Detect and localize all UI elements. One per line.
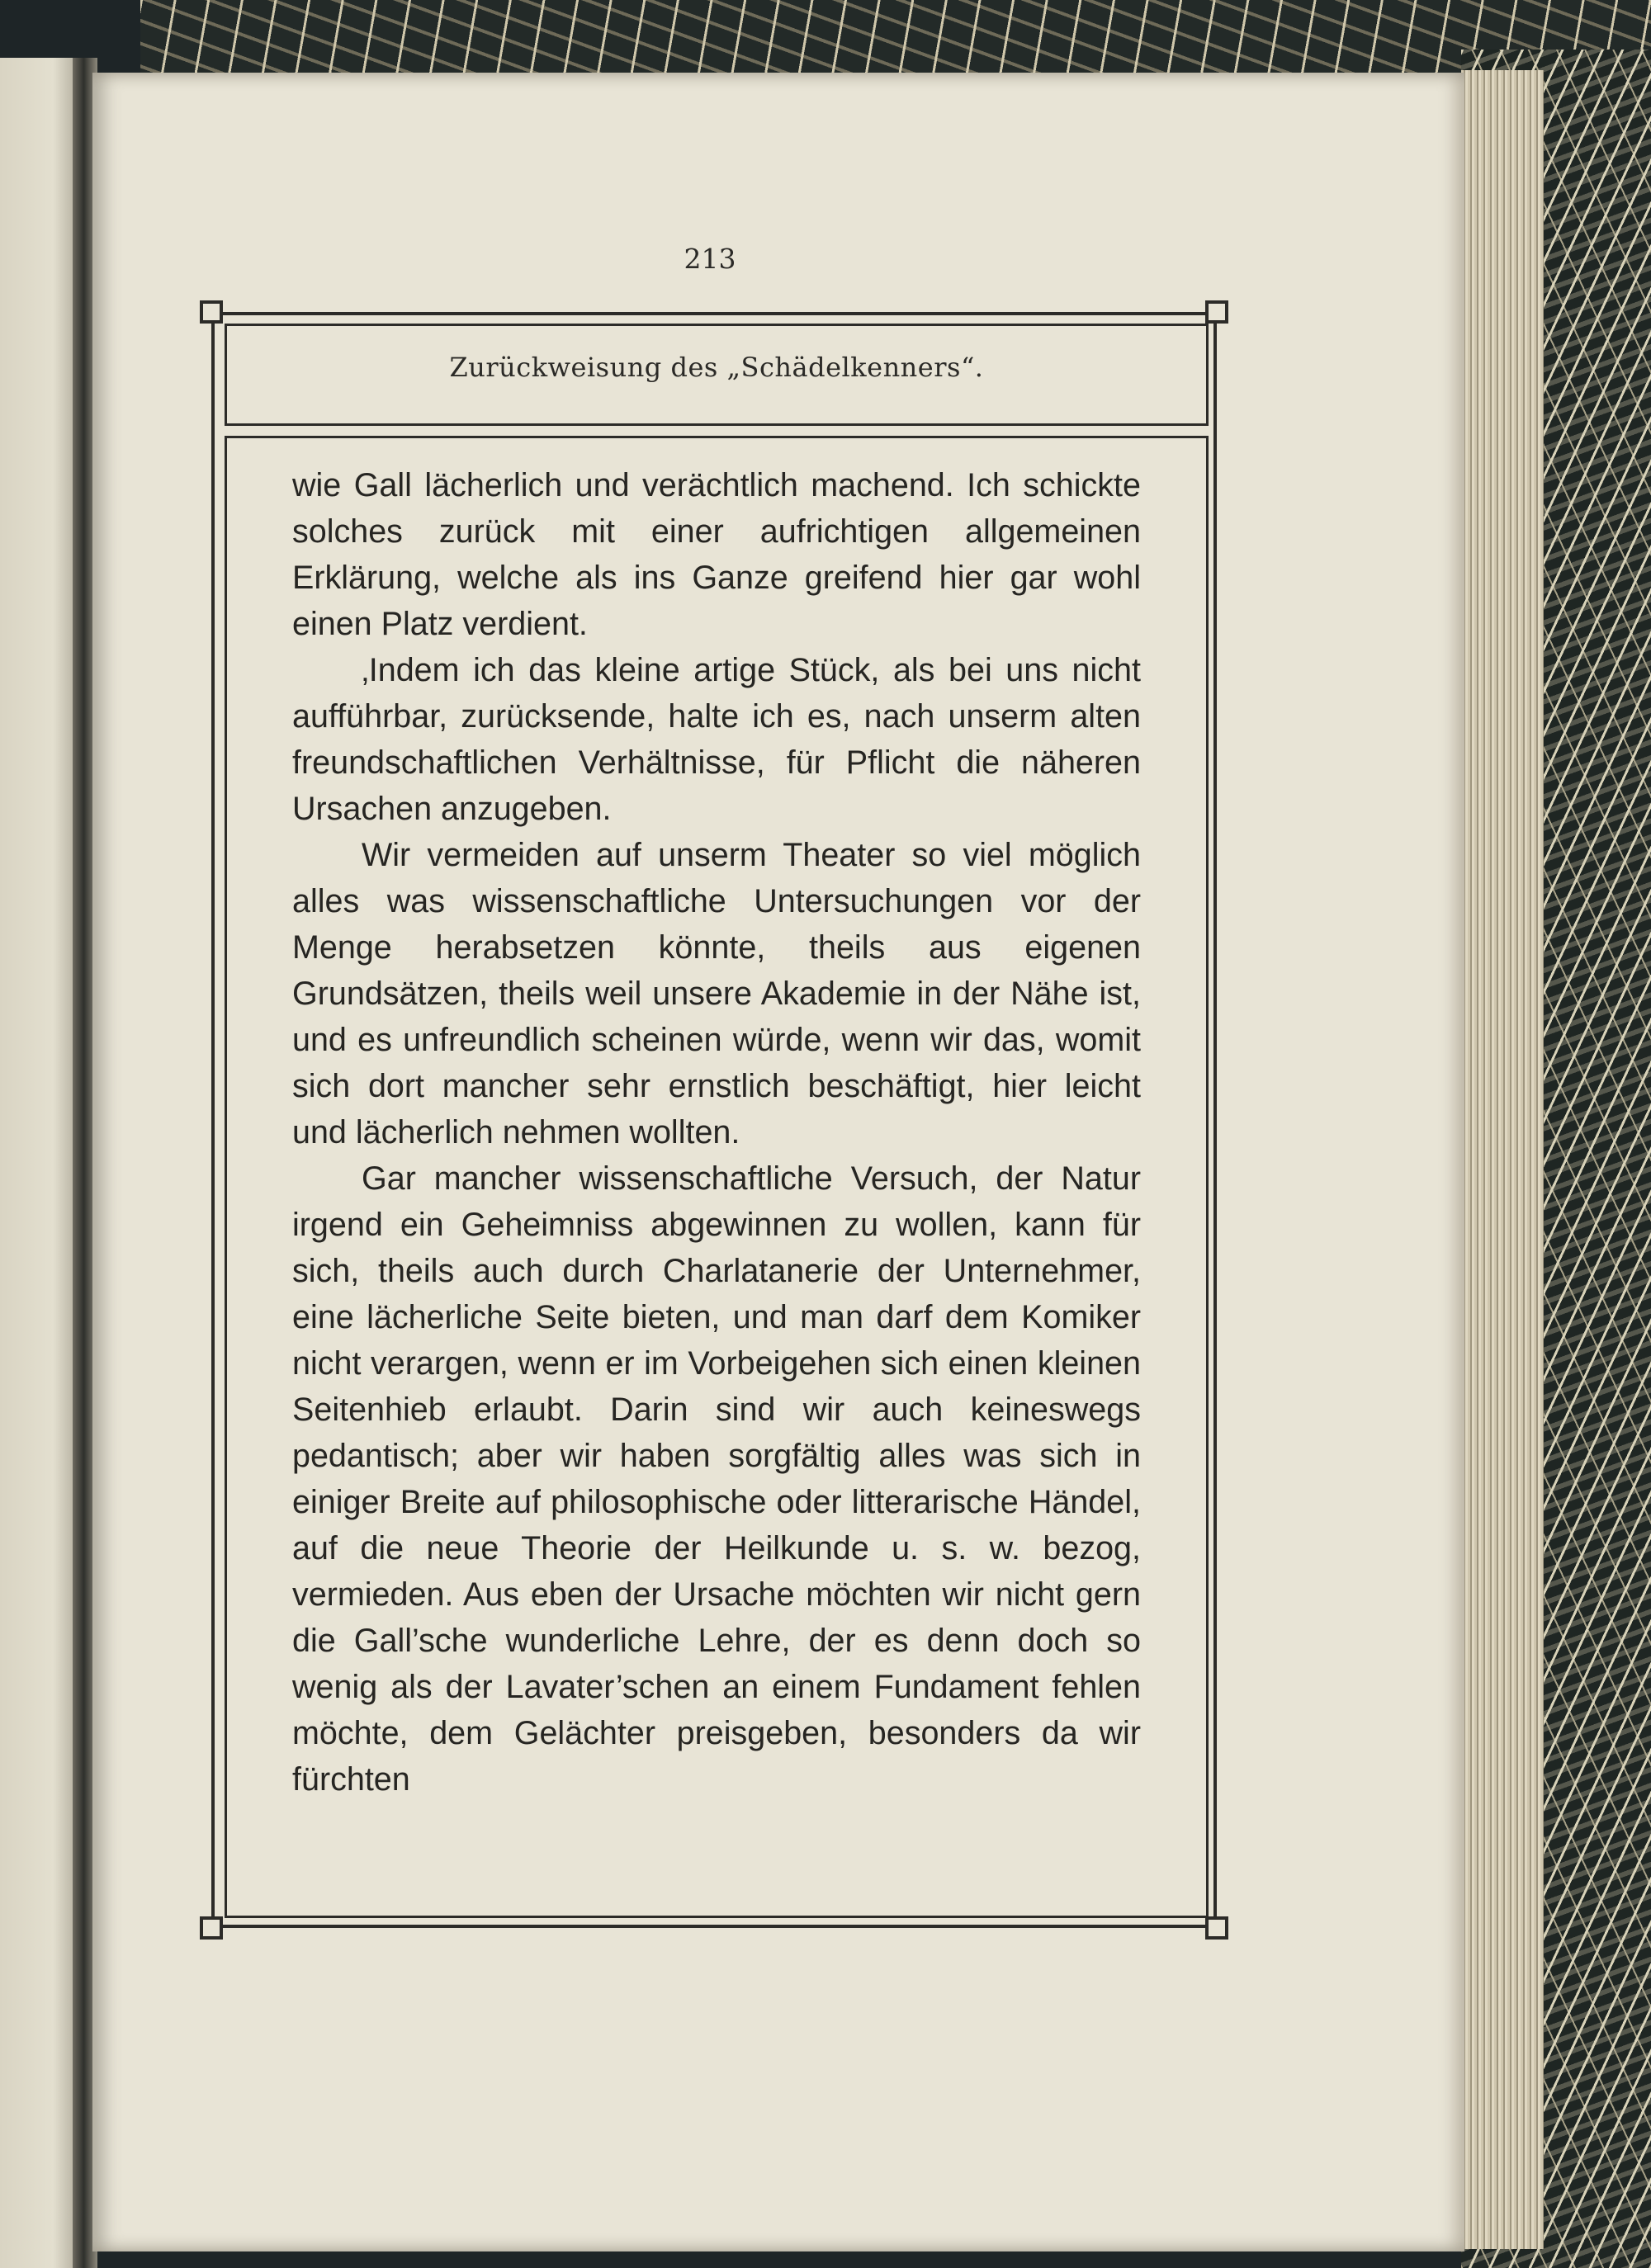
frame-corner-bottom-left: [200, 1916, 223, 1940]
frame-corner-top-right: [1205, 300, 1228, 324]
paragraph: ‚Indem ich das kleine artige Stück, als bei uns nicht aufführbar, zurücksende, halte ich es, nach unserm alten freundschaftlichen Verhältnisse, für Pflicht die näheren Ursachen anzugeben.: [292, 652, 1141, 827]
page-edges: [1461, 70, 1544, 2249]
frame-corner-top-left: [200, 300, 223, 324]
previous-page-edge: [0, 58, 76, 2268]
body-text: [292, 462, 1141, 1803]
page-number: 213: [684, 243, 736, 275]
frame-corner-bottom-right: [1205, 1916, 1228, 1940]
paragraph: wie Gall lächerlich und verächtlich machend. Ich schickte solches zurück mit einer aufrichtigen allgemeinen Erklärung, welche als ins Ganze greifend hier gar wohl einen Platz verdient.: [292, 467, 1141, 642]
running-head: Zurückweisung des „Schädelkenners“.: [449, 352, 984, 383]
paragraph: Gar mancher wissenschaftliche Versuch, der Natur irgend ein Geheimniss abgewinnen zu wollen, kann für sich, theils auch durch Charlatanerie der Unternehmer, eine lächerliche Seite bieten, und man darf dem Komiker nicht verargen, wenn er im Vorbeigehen sich einen kleinen Seitenhieb erlaubt. Darin sind wir auch keineswegs pedantisch; aber wir haben sorgfältig alles was sich in einiger Breite auf philosophische oder litterarische Händel, auf die neue Theorie der Heilkunde u. s. w. bezog, vermieden. Aus eben der Ursache möchten wir nicht gern die Gall’sche wunderliche Lehre, der es denn doch so wenig als der Lavater’schen an einem Fundament fehlen möchte, dem Gelächter preisgeben, besonders da wir fürchten: [292, 1160, 1141, 1798]
paragraph: Wir vermeiden auf unserm Theater so viel möglich alles was wissenschaftliche Untersuchungen vor der Menge herabsetzen könnte, theils aus eigenen Grundsätzen, theils weil unsere Akademie in der Nähe ist, und es unfreundlich scheinen würde, wenn wir das, womit sich dort mancher sehr ernstlich beschäftigt, hier leicht und lächerlich nehmen wollten.: [292, 837, 1141, 1151]
